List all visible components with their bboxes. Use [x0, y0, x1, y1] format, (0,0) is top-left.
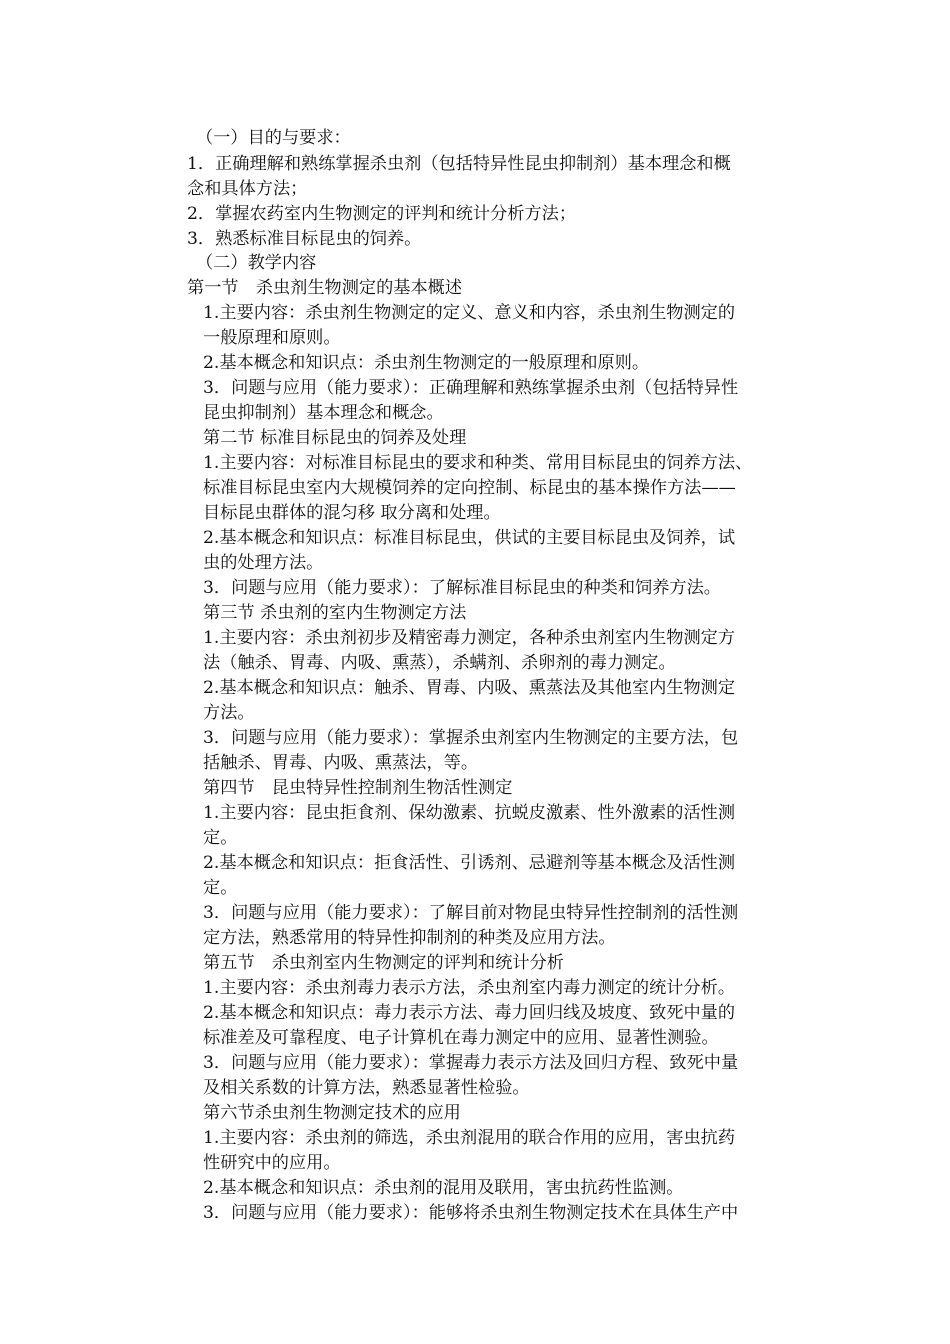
text-line: 3．问题与应用（能力要求）：正确理解和熟练掌握杀虫剂（包括特异性: [203, 378, 739, 398]
text-line: 法（触杀、胃毒、内吸、熏蒸），杀螨剂、杀卵剂的毒力测定。: [203, 653, 676, 673]
text-line: 3．熟悉标准目标昆虫的饲养。: [187, 229, 422, 249]
text-line: 2.基本概念和知识点：杀虫剂生物测定的一般原理和原则。: [203, 353, 650, 373]
text-line: 3．问题与应用（能力要求）：了解目前对物昆虫特异性控制剂的活性测: [203, 903, 739, 923]
text-line: 定方法，熟悉常用的特异性抑制剂的种类及应用方法。: [203, 928, 616, 948]
text-line: 2.基本概念和知识点：拒食活性、引诱剂、忌避剂等基本概念及活性测: [203, 853, 736, 873]
section-heading: 第四节 昆虫特异性控制剂生物活性测定: [203, 778, 513, 798]
text-line: 1.主要内容：杀虫剂毒力表示方法，杀虫剂室内毒力测定的统计分析。: [203, 978, 736, 998]
text-line: 2.基本概念和知识点：毒力表示方法、毒力回归线及坡度、致死中量的: [203, 1003, 736, 1023]
section-heading: 第六节杀虫剂生物测定技术的应用: [203, 1103, 461, 1123]
heading-teaching-content: （二）教学内容: [196, 253, 317, 273]
text-line: 括触杀、胃毒、内吸、熏蒸法，等。: [203, 753, 479, 773]
section-heading: 第一节 杀虫剂生物测定的基本概述: [187, 278, 463, 298]
text-line: 2.基本概念和知识点：杀虫剂的混用及联用，害虫抗药性监测。: [203, 1178, 684, 1198]
text-line: 虫的处理方法。: [203, 553, 324, 573]
text-line: 定。: [203, 828, 238, 848]
section-heading: 第三节 杀虫剂的室内生物测定方法: [203, 603, 467, 623]
text-line: 3．问题与应用（能力要求）：了解标准目标昆虫的种类和饲养方法。: [203, 578, 721, 598]
heading-objectives: （一）目的与要求：: [196, 128, 351, 148]
text-line: 标准差及可靠程度、电子计算机在毒力测定中的应用、显著性测验。: [203, 1028, 719, 1048]
section-heading: 第五节 杀虫剂室内生物测定的评判和统计分析: [203, 953, 564, 973]
text-line: 标准目标昆虫室内大规模饲养的定向控制、标昆虫的基本操作方法——: [203, 478, 736, 498]
text-line: 3．问题与应用（能力要求）：能够将杀虫剂生物测定技术在具体生产中: [203, 1203, 739, 1223]
text-line: 1.主要内容：昆虫拒食剂、保幼激素、抗蜕皮激素、性外激素的活性测: [203, 803, 736, 823]
text-line: 性研究中的应用。: [203, 1153, 341, 1173]
text-line: 1.主要内容：杀虫剂的筛选，杀虫剂混用的联合作用的应用，害虫抗药: [203, 1128, 736, 1148]
text-line: 2．掌握农药室内生物测定的评判和统计分析方法；: [187, 204, 577, 224]
text-line: 1.主要内容：杀虫剂生物测定的定义、意义和内容，杀虫剂生物测定的: [203, 303, 736, 323]
text-line: 2.基本概念和知识点：触杀、胃毒、内吸、熏蒸法及其他室内生物测定: [203, 678, 736, 698]
text-line: 3．问题与应用（能力要求）：掌握毒力表示方法及回归方程、致死中量: [203, 1053, 739, 1073]
text-line: 目标昆虫群体的混匀移 取分离和处理。: [203, 503, 501, 523]
text-line: 昆虫抑制剂）基本理念和概念。: [203, 403, 444, 423]
text-line: 一般原理和原则。: [203, 328, 341, 348]
text-line: 1.主要内容：杀虫剂初步及精密毒力测定，各种杀虫剂室内生物测定方: [203, 628, 736, 648]
text-line: 3．问题与应用（能力要求）：掌握杀虫剂室内生物测定的主要方法，包: [203, 728, 739, 748]
text-line: 2.基本概念和知识点：标准目标昆虫，供试的主要目标昆虫及饲养，试: [203, 528, 736, 548]
text-line: 及相关系数的计算方法，熟悉显著性检验。: [203, 1078, 530, 1098]
text-line: 1.主要内容：对标准目标昆虫的要求和种类、常用目标昆虫的饲养方法、: [203, 453, 753, 473]
text-line: 念和具体方法；: [187, 179, 308, 199]
text-line: 1．正确理解和熟练掌握杀虫剂（包括特异性昆虫抑制剂）基本理念和概: [187, 154, 731, 174]
text-line: 方法。: [203, 703, 255, 723]
section-heading: 第二节 标准目标昆虫的饲养及处理: [203, 428, 467, 448]
text-line: 定。: [203, 878, 238, 898]
